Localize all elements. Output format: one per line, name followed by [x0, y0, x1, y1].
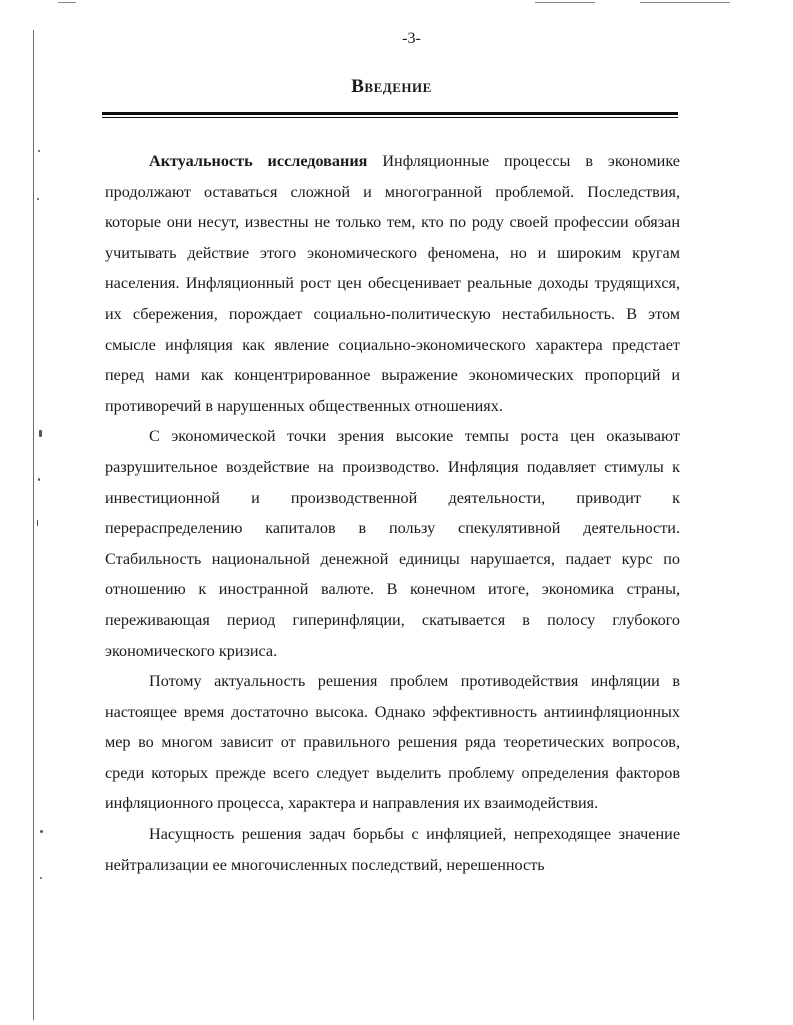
scan-artifact-top-3 — [640, 2, 730, 3]
paragraph-urgency: Насущность решения задач борьбы с инфляцией, непреходящее значение нейтрализации ее многочисленных последствий, нерешенность — [105, 825, 680, 874]
paragraph-actuality: Потому актуальность решения проблем противодействия инфляции в настоящее время достаточно высока. Однако эффективность антиинфляционных мер во многом зависит от правильного решения ряда теоретических вопросов, среди которых прежде всего следует выделить проблему определения факторов инфляционного процесса, характера и направления их взаимодействия. — [105, 672, 680, 813]
scan-speck — [38, 478, 40, 481]
scan-artifact-top-1 — [58, 2, 76, 3]
scan-speck — [40, 830, 43, 833]
section-heading: Введение — [351, 76, 432, 97]
scan-speck — [39, 430, 42, 437]
paragraph-economic-view: С экономической точки зрения высокие темпы роста цен оказывают разрушительное воздействие на производство. Инфляция подавляет стимулы к инвестиционной и производственной деятельности, приводит к перераспределению капиталов в пользу спекулятивной деятельности. Стабильность национальной денежной единицы нарушается, падает курс по отношению к иностранной валюте. В конечном итоге, экономика страны, переживающая период гиперинфляции, скатывается в полосу глубокого экономического кризиса. — [105, 427, 680, 660]
page-number: -3- — [402, 30, 421, 47]
paragraph-relevance — [105, 146, 680, 421]
paragraph-lead: Актуальность исследования — [149, 152, 368, 170]
heading-rule-thin — [102, 117, 678, 118]
scan-speck — [40, 877, 42, 879]
document-body — [105, 146, 680, 880]
heading-rule-thick — [102, 112, 678, 115]
scan-left-edge — [33, 30, 34, 1020]
scan-speck — [37, 198, 39, 200]
scan-speck — [38, 150, 40, 152]
scan-speck — [37, 520, 38, 526]
scan-artifact-top-2 — [535, 2, 595, 3]
paragraph-text: Инфляционные процессы в экономике продолжают оставаться сложной и многогранной проблемой. Последствия, которые они несут, известны не только тем, кто по роду своей профессии обязан учитывать действие этого экономического феномена, но и широким кругам населения. Инфляционный рост цен обесценивает реальные доходы трудящихся, их сбережения, порождает социально-политическую нестабильность. В этом смысле инфляция как явление социально-экономического характера предстает перед нами как концентрированное выражение экономических пропорций и противоречий в нарушенных общественных отношениях. — [105, 152, 680, 415]
